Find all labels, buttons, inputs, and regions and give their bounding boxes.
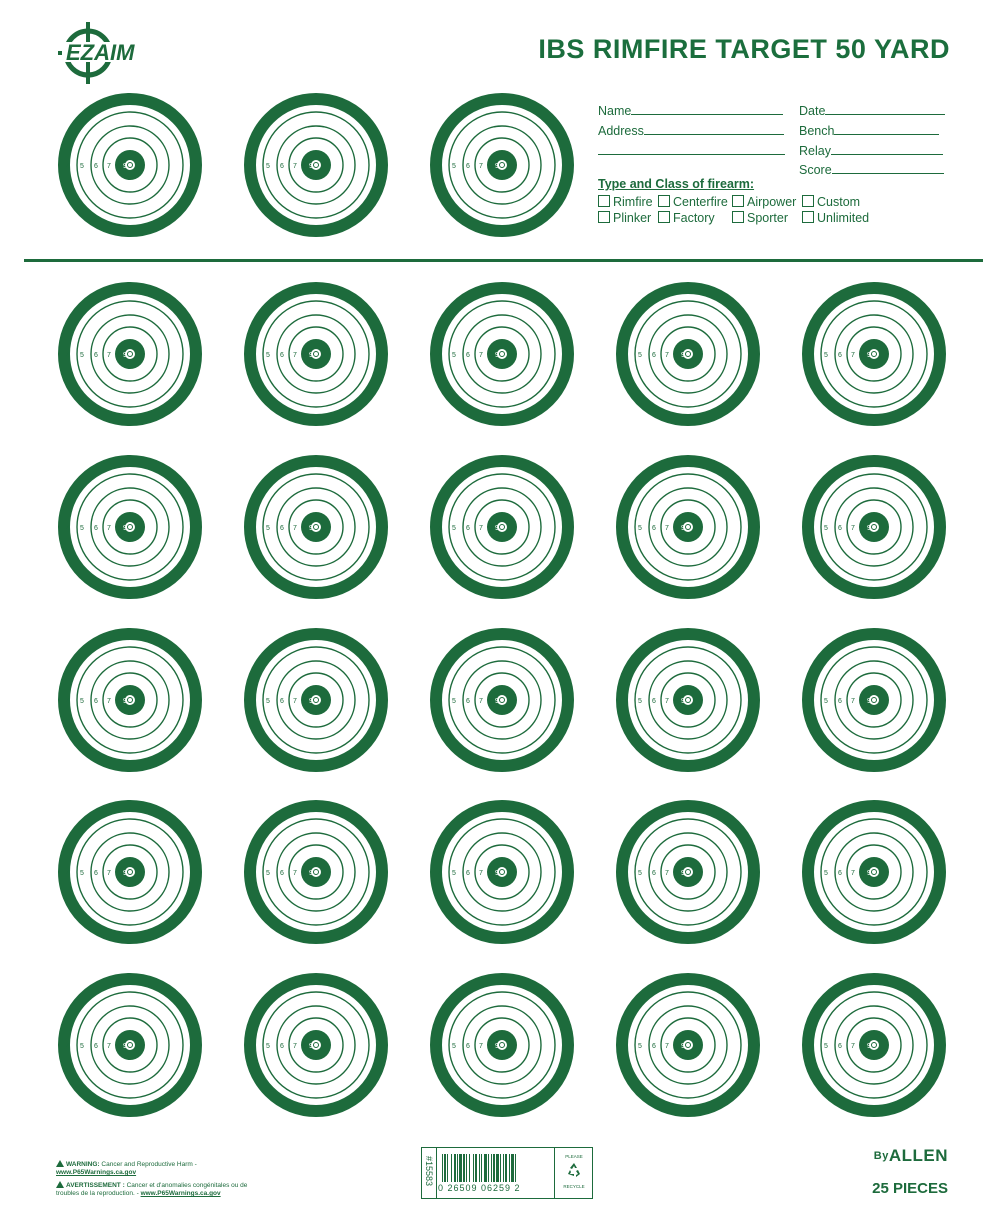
ring-number: 9	[681, 870, 685, 877]
ring-number: 5	[824, 870, 828, 877]
page-title: IBS RIMFIRE TARGET 50 YARD	[538, 34, 950, 64]
ring-number: 4	[438, 870, 442, 877]
ring-number: 8	[489, 1043, 493, 1050]
ring-number: 7	[851, 870, 855, 877]
target-21	[622, 806, 754, 938]
checkbox-label: Unlimited	[817, 211, 870, 225]
ring-number: 4	[438, 1043, 442, 1050]
ring-number: 6	[466, 698, 470, 705]
ring-number: 6	[652, 1043, 656, 1050]
ring-number: 9	[309, 352, 313, 359]
target-14	[250, 634, 382, 766]
ring-number: 4	[252, 525, 256, 532]
ring-number: 4	[438, 352, 442, 359]
ring-number: 4	[810, 870, 814, 877]
ring-number: 6	[652, 525, 656, 532]
ring-number: 6	[94, 1043, 98, 1050]
ring-number: 7	[851, 698, 855, 705]
barcode	[442, 1154, 554, 1182]
ring-number: 5	[638, 525, 642, 532]
barcode-bar	[473, 1154, 474, 1182]
barcode-bar	[451, 1154, 452, 1182]
barcode-bar	[503, 1154, 504, 1182]
barcode-bar	[491, 1154, 492, 1182]
barcode-bar	[493, 1154, 495, 1182]
barcode-bar	[505, 1154, 507, 1182]
ring-number: 5	[80, 698, 84, 705]
ring-number: 7	[851, 1043, 855, 1050]
ring-number: 5	[638, 698, 642, 705]
ring-number: 7	[107, 525, 111, 532]
ring-number: 7	[665, 870, 669, 877]
ring-number: 6	[94, 525, 98, 532]
barcode-bar	[481, 1154, 482, 1182]
ring-number: 6	[280, 352, 284, 359]
ring-number: 6	[652, 352, 656, 359]
ring-number: 6	[466, 352, 470, 359]
ring-number: 8	[861, 698, 865, 705]
ring-number: 7	[479, 352, 483, 359]
ring-number: 9	[123, 352, 127, 359]
ring-number: 4	[66, 525, 70, 532]
ring-number: 7	[293, 870, 297, 877]
recycle-badge	[554, 1148, 593, 1198]
barcode-bar	[469, 1154, 470, 1182]
barcode-bar	[479, 1154, 480, 1182]
ring-number: 4	[66, 352, 70, 359]
ring-number: 6	[280, 525, 284, 532]
ring-number: 9	[309, 1043, 313, 1050]
ring-number: 7	[479, 525, 483, 532]
barcode-bar	[509, 1154, 510, 1182]
ring-number: 6	[280, 698, 284, 705]
barcode-bar	[463, 1154, 465, 1182]
ring-number: 4	[66, 1043, 70, 1050]
target-22	[808, 806, 940, 938]
barcode-bar	[488, 1154, 489, 1182]
ring-number: 6	[838, 698, 842, 705]
target-25	[436, 979, 568, 1111]
ring-number: 5	[80, 870, 84, 877]
barcode-bar	[511, 1154, 514, 1182]
ring-number: 8	[303, 525, 307, 532]
ring-number: 6	[652, 870, 656, 877]
ring-number: 8	[489, 163, 493, 170]
barcode-bar	[466, 1154, 467, 1182]
ring-number: 5	[266, 1043, 270, 1050]
ring-number: 5	[824, 352, 828, 359]
ring-number: 4	[810, 698, 814, 705]
ring-number: 9	[123, 525, 127, 532]
ring-number: 8	[303, 163, 307, 170]
ring-number: 4	[66, 698, 70, 705]
ring-number: 9	[495, 698, 499, 705]
ring-number: 4	[810, 525, 814, 532]
target-15	[436, 634, 568, 766]
ring-number: 7	[479, 870, 483, 877]
ring-number: 5	[638, 352, 642, 359]
recycle-top-text: PLEASE	[565, 1154, 583, 1159]
barcode-bar	[442, 1154, 443, 1182]
ring-number: 5	[452, 870, 456, 877]
address-label: Address	[598, 124, 644, 138]
ring-number: 5	[266, 352, 270, 359]
ring-number: 8	[303, 352, 307, 359]
ring-number: 6	[838, 525, 842, 532]
ring-number: 5	[266, 698, 270, 705]
ring-number: 4	[810, 352, 814, 359]
ring-number: 4	[252, 698, 256, 705]
ring-number: 6	[652, 698, 656, 705]
ring-number: 9	[681, 698, 685, 705]
ring-number: 8	[675, 1043, 679, 1050]
ring-number: 7	[479, 1043, 483, 1050]
ring-number: 5	[452, 698, 456, 705]
ring-number: 9	[495, 352, 499, 359]
ring-number: 8	[489, 525, 493, 532]
target-12	[808, 461, 940, 593]
ring-number: 4	[624, 352, 628, 359]
ring-number: 9	[867, 698, 871, 705]
ring-number: 8	[861, 870, 865, 877]
ring-number: 9	[309, 870, 313, 877]
target-4	[250, 288, 382, 420]
target-19	[250, 806, 382, 938]
ring-number: 9	[123, 163, 127, 170]
ring-number: 8	[675, 525, 679, 532]
ring-number: 9	[495, 525, 499, 532]
ring-number: 8	[489, 352, 493, 359]
ring-number: 9	[309, 698, 313, 705]
ring-number: 7	[107, 352, 111, 359]
ring-number: 4	[810, 1043, 814, 1050]
ring-number: 6	[280, 1043, 284, 1050]
checkbox-label: Centerfire	[673, 195, 728, 209]
ring-number: 7	[851, 352, 855, 359]
ring-number: 7	[107, 870, 111, 877]
barcode-bar	[459, 1154, 462, 1182]
target-9	[250, 461, 382, 593]
ring-number: 5	[80, 525, 84, 532]
barcode-bar	[496, 1154, 499, 1182]
ring-number: 7	[665, 1043, 669, 1050]
target-1	[250, 99, 382, 231]
ring-number: 6	[466, 525, 470, 532]
ring-number: 9	[309, 525, 313, 532]
ring-number: 9	[867, 525, 871, 532]
ring-number: 5	[266, 870, 270, 877]
ring-number: 5	[638, 870, 642, 877]
firearm-heading: Type and Class of firearm:	[598, 177, 755, 191]
target-11	[622, 461, 754, 593]
ring-number: 6	[280, 163, 284, 170]
ring-number: 4	[438, 698, 442, 705]
warning-en-url[interactable]: www.P65Warnings.ca.gov	[56, 1169, 137, 1176]
warning-fr: AVERTISSEMENT : Cancer et d'anomalies congénitales ou de troubles de la reproduction. - www.P65Warnings.ca.gov	[56, 1182, 248, 1197]
ring-number: 6	[94, 163, 98, 170]
ring-number: 6	[94, 870, 98, 877]
ring-number: 9	[123, 698, 127, 705]
ring-number: 4	[252, 870, 256, 877]
ring-number: 9	[681, 525, 685, 532]
ring-number: 4	[438, 525, 442, 532]
ring-number: 9	[495, 870, 499, 877]
ring-number: 6	[466, 163, 470, 170]
barcode-bar	[447, 1154, 448, 1182]
ring-number: 6	[838, 870, 842, 877]
ring-number: 5	[80, 1043, 84, 1050]
target-24	[250, 979, 382, 1111]
ring-number: 9	[495, 163, 499, 170]
upc-number: 0 26509 06259 2	[438, 1183, 521, 1193]
ring-number: 8	[861, 352, 865, 359]
ring-number: 5	[80, 352, 84, 359]
sku-label: #15583	[422, 1148, 437, 1198]
target-20	[436, 806, 568, 938]
target-23	[64, 979, 196, 1111]
ring-number: 7	[479, 163, 483, 170]
ring-number: 7	[107, 698, 111, 705]
ring-number: 5	[824, 525, 828, 532]
barcode-bar	[444, 1154, 446, 1182]
date-label: Date	[799, 104, 826, 118]
ring-number: 6	[94, 698, 98, 705]
ring-number: 7	[851, 525, 855, 532]
ring-number: 7	[293, 352, 297, 359]
ring-number: 5	[824, 1043, 828, 1050]
checkbox-label: Airpower	[747, 195, 797, 209]
ring-number: 8	[303, 1043, 307, 1050]
barcode-bar	[484, 1154, 487, 1182]
ring-number: 7	[293, 525, 297, 532]
barcode-box	[421, 1147, 593, 1199]
relay-label: Relay	[799, 144, 831, 158]
ring-number: 6	[466, 870, 470, 877]
barcode-bar	[457, 1154, 458, 1182]
score-label: Score	[799, 163, 832, 177]
ring-number: 9	[309, 163, 313, 170]
target-0	[64, 99, 196, 231]
ring-number: 4	[252, 1043, 256, 1050]
checkbox-label: Rimfire	[613, 195, 653, 209]
ring-number: 5	[824, 698, 828, 705]
target-2	[436, 99, 568, 231]
ring-number: 5	[80, 163, 84, 170]
ring-number: 7	[665, 525, 669, 532]
ring-number: 8	[117, 870, 121, 877]
target-18	[64, 806, 196, 938]
ring-number: 9	[867, 1043, 871, 1050]
ring-number: 5	[638, 1043, 642, 1050]
ring-number: 7	[479, 698, 483, 705]
target-16	[622, 634, 754, 766]
ring-number: 8	[117, 525, 121, 532]
ring-number: 7	[293, 698, 297, 705]
ring-number: 9	[681, 1043, 685, 1050]
ring-number: 8	[117, 698, 121, 705]
ring-number: 9	[123, 1043, 127, 1050]
ring-number: 6	[838, 352, 842, 359]
ring-number: 9	[867, 352, 871, 359]
checkbox-label: Plinker	[613, 211, 652, 225]
ring-number: 7	[107, 163, 111, 170]
ring-number: 5	[452, 525, 456, 532]
target-10	[436, 461, 568, 593]
target-3	[64, 288, 196, 420]
ring-number: 4	[252, 163, 256, 170]
checkbox-label: Custom	[817, 195, 861, 209]
target-26	[622, 979, 754, 1111]
ring-number: 7	[665, 698, 669, 705]
target-13	[64, 634, 196, 766]
warning-fr-url[interactable]: www.P65Warnings.ca.gov	[140, 1190, 221, 1197]
ring-number: 4	[624, 1043, 628, 1050]
barcode-bar	[475, 1154, 477, 1182]
bench-label: Bench	[799, 124, 835, 138]
warning-triangle-icon	[56, 1181, 64, 1188]
ring-number: 8	[861, 1043, 865, 1050]
target-27	[808, 979, 940, 1111]
ring-number: 9	[867, 870, 871, 877]
ring-number: 9	[681, 352, 685, 359]
ring-number: 4	[252, 352, 256, 359]
warning-en: WARNING: Cancer and Reproductive Harm -	[56, 1160, 266, 1169]
ring-number: 5	[452, 163, 456, 170]
ring-number: 5	[452, 1043, 456, 1050]
ring-number: 4	[624, 698, 628, 705]
ring-number: 4	[66, 870, 70, 877]
barcode-bar	[500, 1154, 501, 1182]
target-5	[436, 288, 568, 420]
ring-number: 6	[94, 352, 98, 359]
barcode-bar	[454, 1154, 456, 1182]
target-8	[64, 461, 196, 593]
ring-number: 8	[303, 870, 307, 877]
ring-number: 8	[675, 352, 679, 359]
ring-number: 7	[293, 1043, 297, 1050]
ring-number: 6	[466, 1043, 470, 1050]
prop65-warning	[56, 1160, 266, 1198]
ring-number: 6	[280, 870, 284, 877]
pieces-count: 25 PIECES	[872, 1180, 948, 1197]
ring-number: 6	[838, 1043, 842, 1050]
checkbox-label: Sporter	[747, 211, 788, 225]
ring-number: 8	[117, 1043, 121, 1050]
target-6	[622, 288, 754, 420]
ring-number: 5	[266, 163, 270, 170]
ring-number: 4	[438, 163, 442, 170]
ring-number: 8	[489, 698, 493, 705]
ring-number: 8	[675, 870, 679, 877]
ring-number: 7	[293, 163, 297, 170]
ring-number: 7	[107, 1043, 111, 1050]
ring-number: 4	[624, 525, 628, 532]
ring-number: 8	[675, 698, 679, 705]
ring-number: 5	[266, 525, 270, 532]
ring-number: 9	[495, 1043, 499, 1050]
ring-number: 9	[123, 870, 127, 877]
ring-number: 4	[624, 870, 628, 877]
ring-number: 8	[489, 870, 493, 877]
recycle-bottom-text: RECYCLE	[563, 1184, 585, 1189]
allen-brand: ByALLEN	[873, 1146, 948, 1165]
checkbox-label: Factory	[673, 211, 715, 225]
ring-number: 7	[665, 352, 669, 359]
ring-number: 5	[452, 352, 456, 359]
ring-number: 8	[861, 525, 865, 532]
recycle-icon	[566, 1162, 582, 1178]
ring-number: 8	[117, 163, 121, 170]
ring-number: 4	[66, 163, 70, 170]
svg-text:EZAIM: EZAIM	[66, 40, 135, 65]
warning-triangle-icon	[56, 1160, 64, 1167]
name-label: Name	[598, 104, 632, 118]
barcode-bar	[515, 1154, 516, 1182]
ring-number: 8	[117, 352, 121, 359]
ring-number: 8	[303, 698, 307, 705]
target-7	[808, 288, 940, 420]
target-17	[808, 634, 940, 766]
